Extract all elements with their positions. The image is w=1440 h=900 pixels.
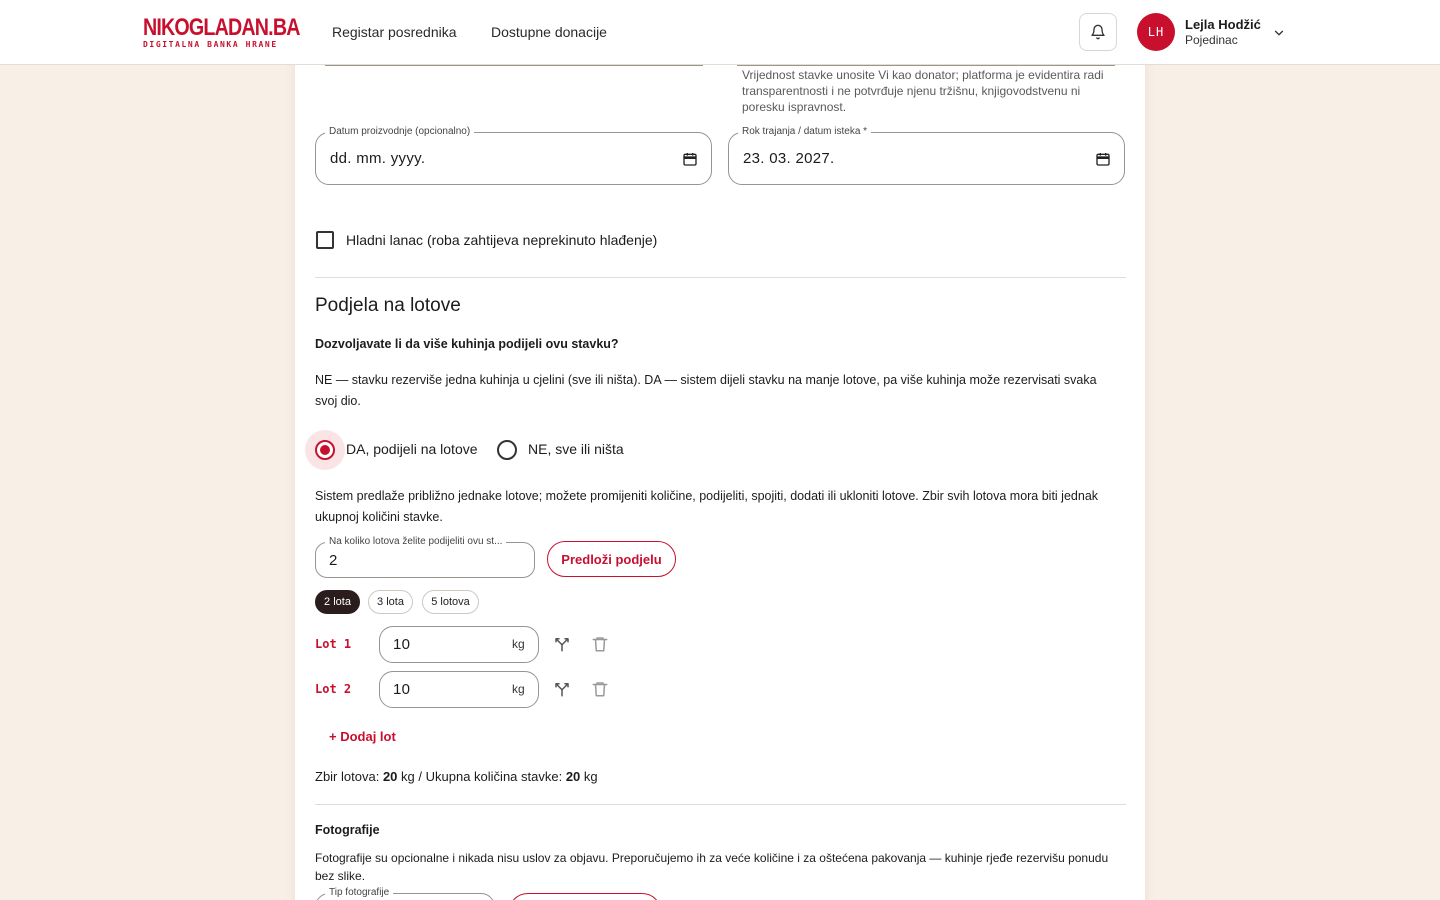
total-label: Ukupna količina stavke: xyxy=(425,769,563,784)
total-value: 20 xyxy=(565,769,581,784)
logo-sub-text: DIGITALNA BANKA HRANE xyxy=(143,40,278,49)
add-lot-button[interactable]: + Dodaj lot xyxy=(329,729,396,744)
photo-type-label: Tip fotografije xyxy=(325,887,393,899)
radio-split-yes[interactable] xyxy=(315,440,335,460)
lot-count-label: Na koliko lotova želite podijeliti ovu st... xyxy=(325,536,506,548)
lot-1-unit: kg xyxy=(512,637,525,651)
lot-2-value: 10 xyxy=(393,681,411,698)
sum-label: Zbir lotova: xyxy=(315,769,380,784)
photos-heading: Fotografije xyxy=(315,823,380,837)
lot-2-quantity-input[interactable] xyxy=(379,671,539,708)
calendar-icon[interactable] xyxy=(682,151,698,167)
radio-split-no-label[interactable]: NE, sve ili ništa xyxy=(528,441,624,457)
lot-2-label: Lot 2 xyxy=(315,682,352,696)
notifications-button[interactable] xyxy=(1079,13,1117,51)
bell-icon xyxy=(1090,24,1106,40)
lot-count-value: 2 xyxy=(329,552,338,569)
upload-photo-button[interactable] xyxy=(508,893,662,900)
lot-count-input[interactable] xyxy=(315,536,535,578)
expiry-date-value: 23. 03. 2027. xyxy=(743,150,835,167)
expiry-date-label: Rok trajanja / datum isteka * xyxy=(738,126,871,138)
preset-chip-2[interactable]: 2 lota xyxy=(315,590,360,614)
expiry-date-field[interactable] xyxy=(728,126,1125,185)
suggest-split-button[interactable]: Predloži podjelu xyxy=(547,541,676,577)
trash-icon[interactable] xyxy=(591,680,609,698)
trash-icon[interactable] xyxy=(591,635,609,653)
nav-link-registar-posrednika[interactable]: Registar posrednika xyxy=(332,24,457,40)
split-icon[interactable] xyxy=(553,680,571,698)
lot-1-label: Lot 1 xyxy=(315,637,352,651)
production-date-value: dd. mm. yyyy. xyxy=(330,150,426,167)
lot-1-value: 10 xyxy=(393,636,411,653)
production-date-field[interactable] xyxy=(315,126,712,185)
donation-form-card xyxy=(295,40,1145,900)
cold-chain-checkbox[interactable] xyxy=(316,231,334,249)
user-role: Pojedinac xyxy=(1185,33,1238,47)
chevron-down-icon[interactable] xyxy=(1272,26,1286,40)
lot-1-quantity-input[interactable] xyxy=(379,626,539,663)
brand-logo[interactable] xyxy=(143,14,300,49)
lots-heading: Podjela na lotove xyxy=(315,295,461,316)
section-divider xyxy=(315,804,1126,805)
user-name[interactable]: Lejla Hodžić xyxy=(1185,17,1261,32)
lots-system-note: Sistem predlaže približno jednake lotove; možete promijeniti količine, podijeliti, spojiti, dodati ili ukloniti lotove. Zbir svih lotova mora biti jednak ukupnoj količini stavke. xyxy=(315,489,1099,524)
lots-explanation: NE — stavku rezerviše jedna kuhinja u cjelini (sve ili ništa). DA — sistem dijeli stavku na manje lotove, pa više kuhinja može rezervisati svaka svoj dio. xyxy=(315,373,1097,408)
value-helper-text: Vrijednost stavke unosite Vi kao donator; platforma je evidentira radi transparentnosti i ne potvrđuje njenu tržišnu, knjigovodstvenu ni poresku ispravnost. xyxy=(742,68,1104,114)
sum-value: 20 xyxy=(382,769,398,784)
radio-split-yes-label[interactable]: DA, podijeli na lotove xyxy=(346,441,478,457)
total-unit: kg xyxy=(583,769,598,784)
logo-main-text: NIKOGLADAN.BA xyxy=(143,14,300,41)
top-navigation-bar xyxy=(0,0,1440,65)
preset-chip-5[interactable]: 5 lotova xyxy=(422,590,479,614)
calendar-icon[interactable] xyxy=(1095,151,1111,167)
section-divider xyxy=(315,277,1126,278)
lot-2-unit: kg xyxy=(512,682,525,696)
radio-split-no[interactable] xyxy=(497,440,517,460)
user-avatar[interactable]: LH xyxy=(1137,13,1175,51)
nav-link-dostupne-donacije[interactable]: Dostupne donacije xyxy=(491,24,607,40)
photos-description: Fotografije su opcionalne i nikada nisu uslov za objavu. Preporučujemo ih za veće količine i za oštećena pakovanja — kuhinje rjeđe rezervišu ponudu bez slike. xyxy=(315,851,1109,883)
preset-chip-3[interactable]: 3 lota xyxy=(368,590,413,614)
lots-summary xyxy=(315,769,598,784)
photo-type-select[interactable] xyxy=(315,887,495,900)
sum-unit: kg / xyxy=(401,769,422,784)
split-icon[interactable] xyxy=(553,635,571,653)
lots-question: Dozvoljavate li da više kuhinja podijeli ovu stavku? xyxy=(315,337,619,351)
cold-chain-label[interactable]: Hladni lanac (roba zahtijeva neprekinuto hlađenje) xyxy=(346,232,658,248)
production-date-label: Datum proizvodnje (opcionalno) xyxy=(325,126,474,138)
